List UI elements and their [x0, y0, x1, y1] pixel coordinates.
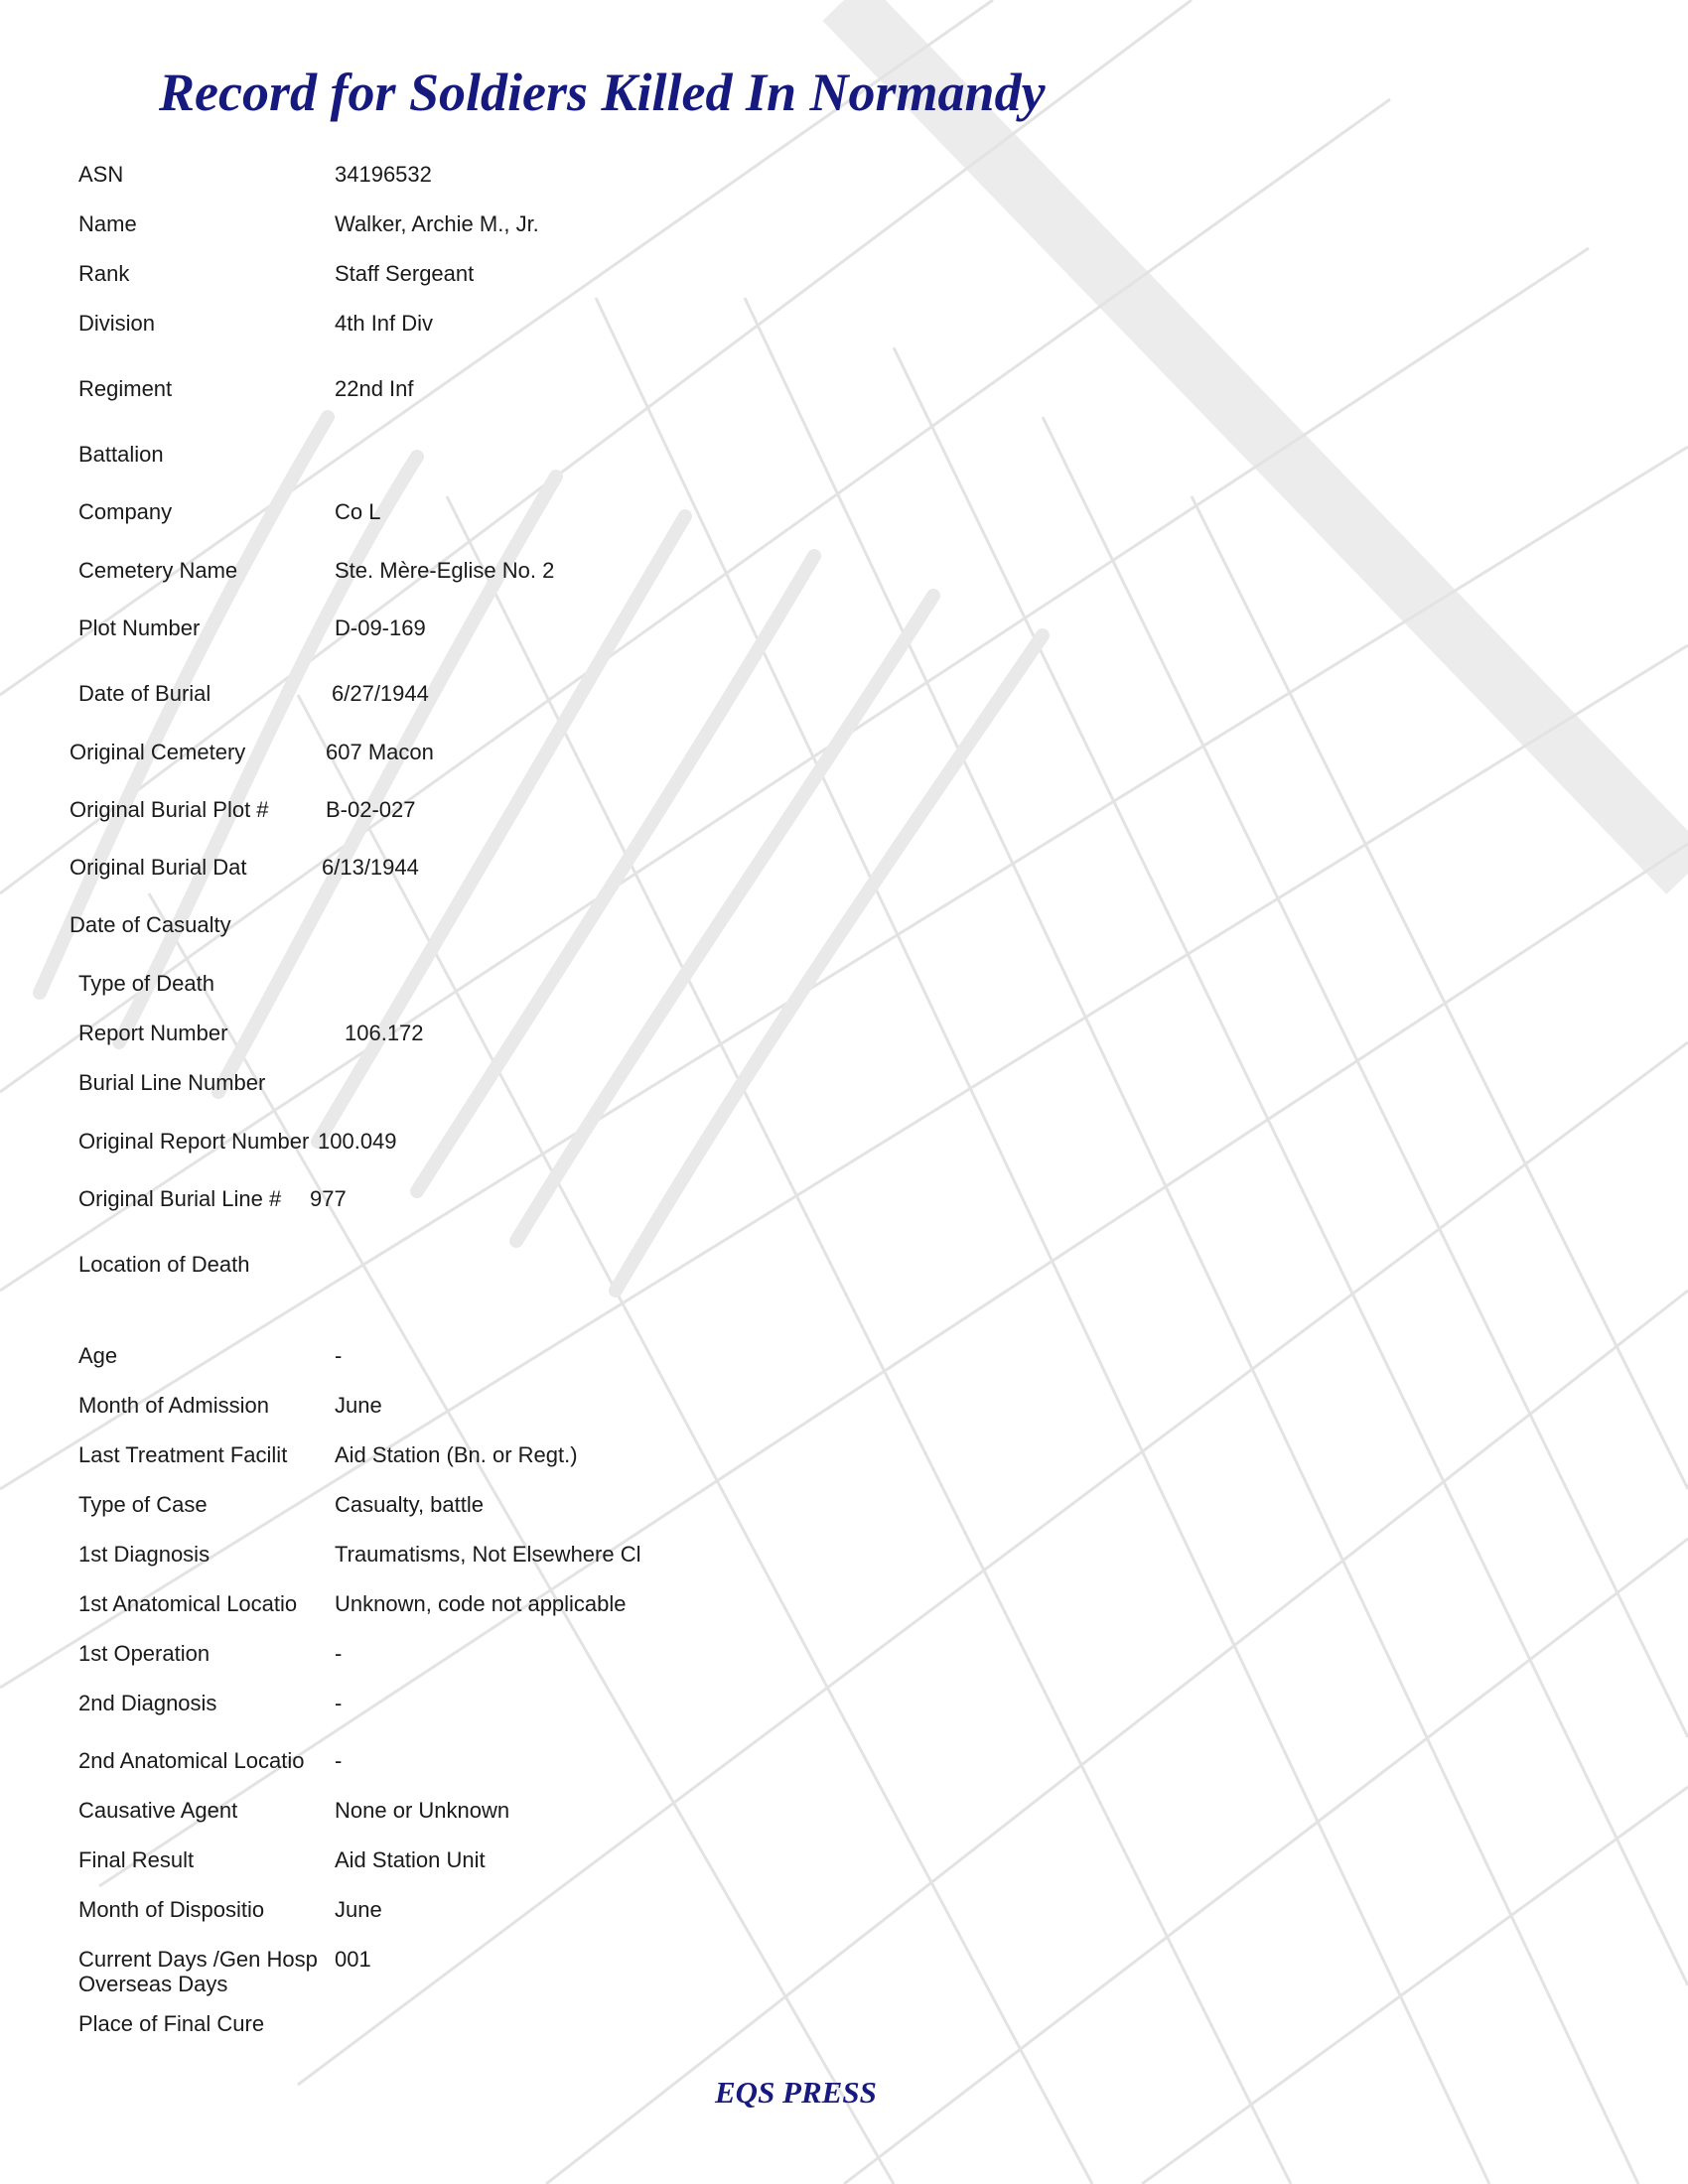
field-value: Staff Sergeant — [335, 261, 475, 286]
page-title: Record for Soldiers Killed In Normandy — [159, 63, 1046, 122]
field-label: Month of Dispositio — [78, 1897, 265, 1922]
field-value: 100.049 — [318, 1129, 397, 1154]
field-label: Age — [78, 1343, 118, 1368]
field-label: Type of Death — [78, 971, 214, 996]
field-label: Type of Case — [78, 1492, 208, 1517]
field-label: Original Burial Line # — [78, 1186, 282, 1211]
field-label: Company — [78, 499, 173, 524]
field-label: 1st Anatomical Locatio — [78, 1591, 298, 1616]
field-label: Location of Death — [78, 1252, 250, 1277]
field-label: Regiment — [78, 376, 173, 401]
field-value: June — [335, 1897, 382, 1922]
field-label: Original Burial Dat — [70, 855, 247, 880]
field-value: June — [335, 1393, 382, 1418]
field-value: Traumatisms, Not Elsewhere Cl — [335, 1542, 641, 1567]
field-value: 607 Macon — [326, 740, 434, 764]
field-value: None or Unknown — [335, 1798, 510, 1823]
field-value: Unknown, code not applicable — [335, 1591, 627, 1616]
field-label: 1st Diagnosis — [78, 1542, 211, 1567]
field-value: Aid Station (Bn. or Regt.) — [335, 1442, 578, 1467]
field-value: Aid Station Unit — [335, 1847, 486, 1872]
field-label: Division — [78, 311, 156, 336]
field-label: Date of Casualty — [70, 912, 231, 937]
field-label: Name — [78, 211, 137, 236]
field-label: Place of Final Cure — [78, 2011, 265, 2036]
field-value: B-02-027 — [326, 797, 416, 822]
field-value: Walker, Archie M., Jr. — [335, 211, 539, 236]
field-label: Overseas Days — [78, 1972, 228, 1996]
field-value: 977 — [310, 1186, 347, 1211]
field-value: - — [335, 1343, 343, 1368]
field-label: Report Number — [78, 1021, 228, 1045]
field-value: 4th Inf Div — [335, 311, 434, 336]
field-label: Causative Agent — [78, 1798, 238, 1823]
field-label: Cemetery Name — [78, 558, 238, 583]
field-label: ASN — [78, 162, 124, 187]
field-value: - — [335, 1748, 343, 1773]
field-value: - — [335, 1691, 343, 1715]
field-label: Original Report Number — [78, 1129, 310, 1154]
field-label: Plot Number — [78, 615, 201, 640]
field-label: Original Burial Plot # — [70, 797, 269, 822]
field-label: 2nd Anatomical Locatio — [78, 1748, 305, 1773]
field-value: 22nd Inf — [335, 376, 414, 401]
field-value: 6/27/1944 — [332, 681, 429, 706]
field-value: 34196532 — [335, 162, 432, 187]
field-label: Current Days /Gen Hosp — [78, 1947, 318, 1972]
field-value: 106.172 — [345, 1021, 424, 1045]
field-label: Original Cemetery — [70, 740, 246, 764]
field-label: Date of Burial — [78, 681, 211, 706]
field-label: Month of Admission — [78, 1393, 269, 1418]
field-label: Rank — [78, 261, 130, 286]
field-label: 2nd Diagnosis — [78, 1691, 217, 1715]
field-value: 6/13/1944 — [322, 855, 419, 880]
field-value: Ste. Mère-Eglise No. 2 — [335, 558, 555, 583]
field-label: Battalion — [78, 442, 164, 467]
field-value: - — [335, 1641, 343, 1666]
field-label: 1st Operation — [78, 1641, 211, 1666]
field-value: D-09-169 — [335, 615, 426, 640]
field-value: Co L — [335, 499, 381, 524]
field-label: Last Treatment Facilit — [78, 1442, 288, 1467]
field-label: Burial Line Number — [78, 1070, 266, 1095]
field-label: Final Result — [78, 1847, 195, 1872]
field-value: Casualty, battle — [335, 1492, 485, 1517]
field-value: 001 — [335, 1947, 371, 1972]
publisher-footer: EQS PRESS — [715, 2075, 877, 2110]
